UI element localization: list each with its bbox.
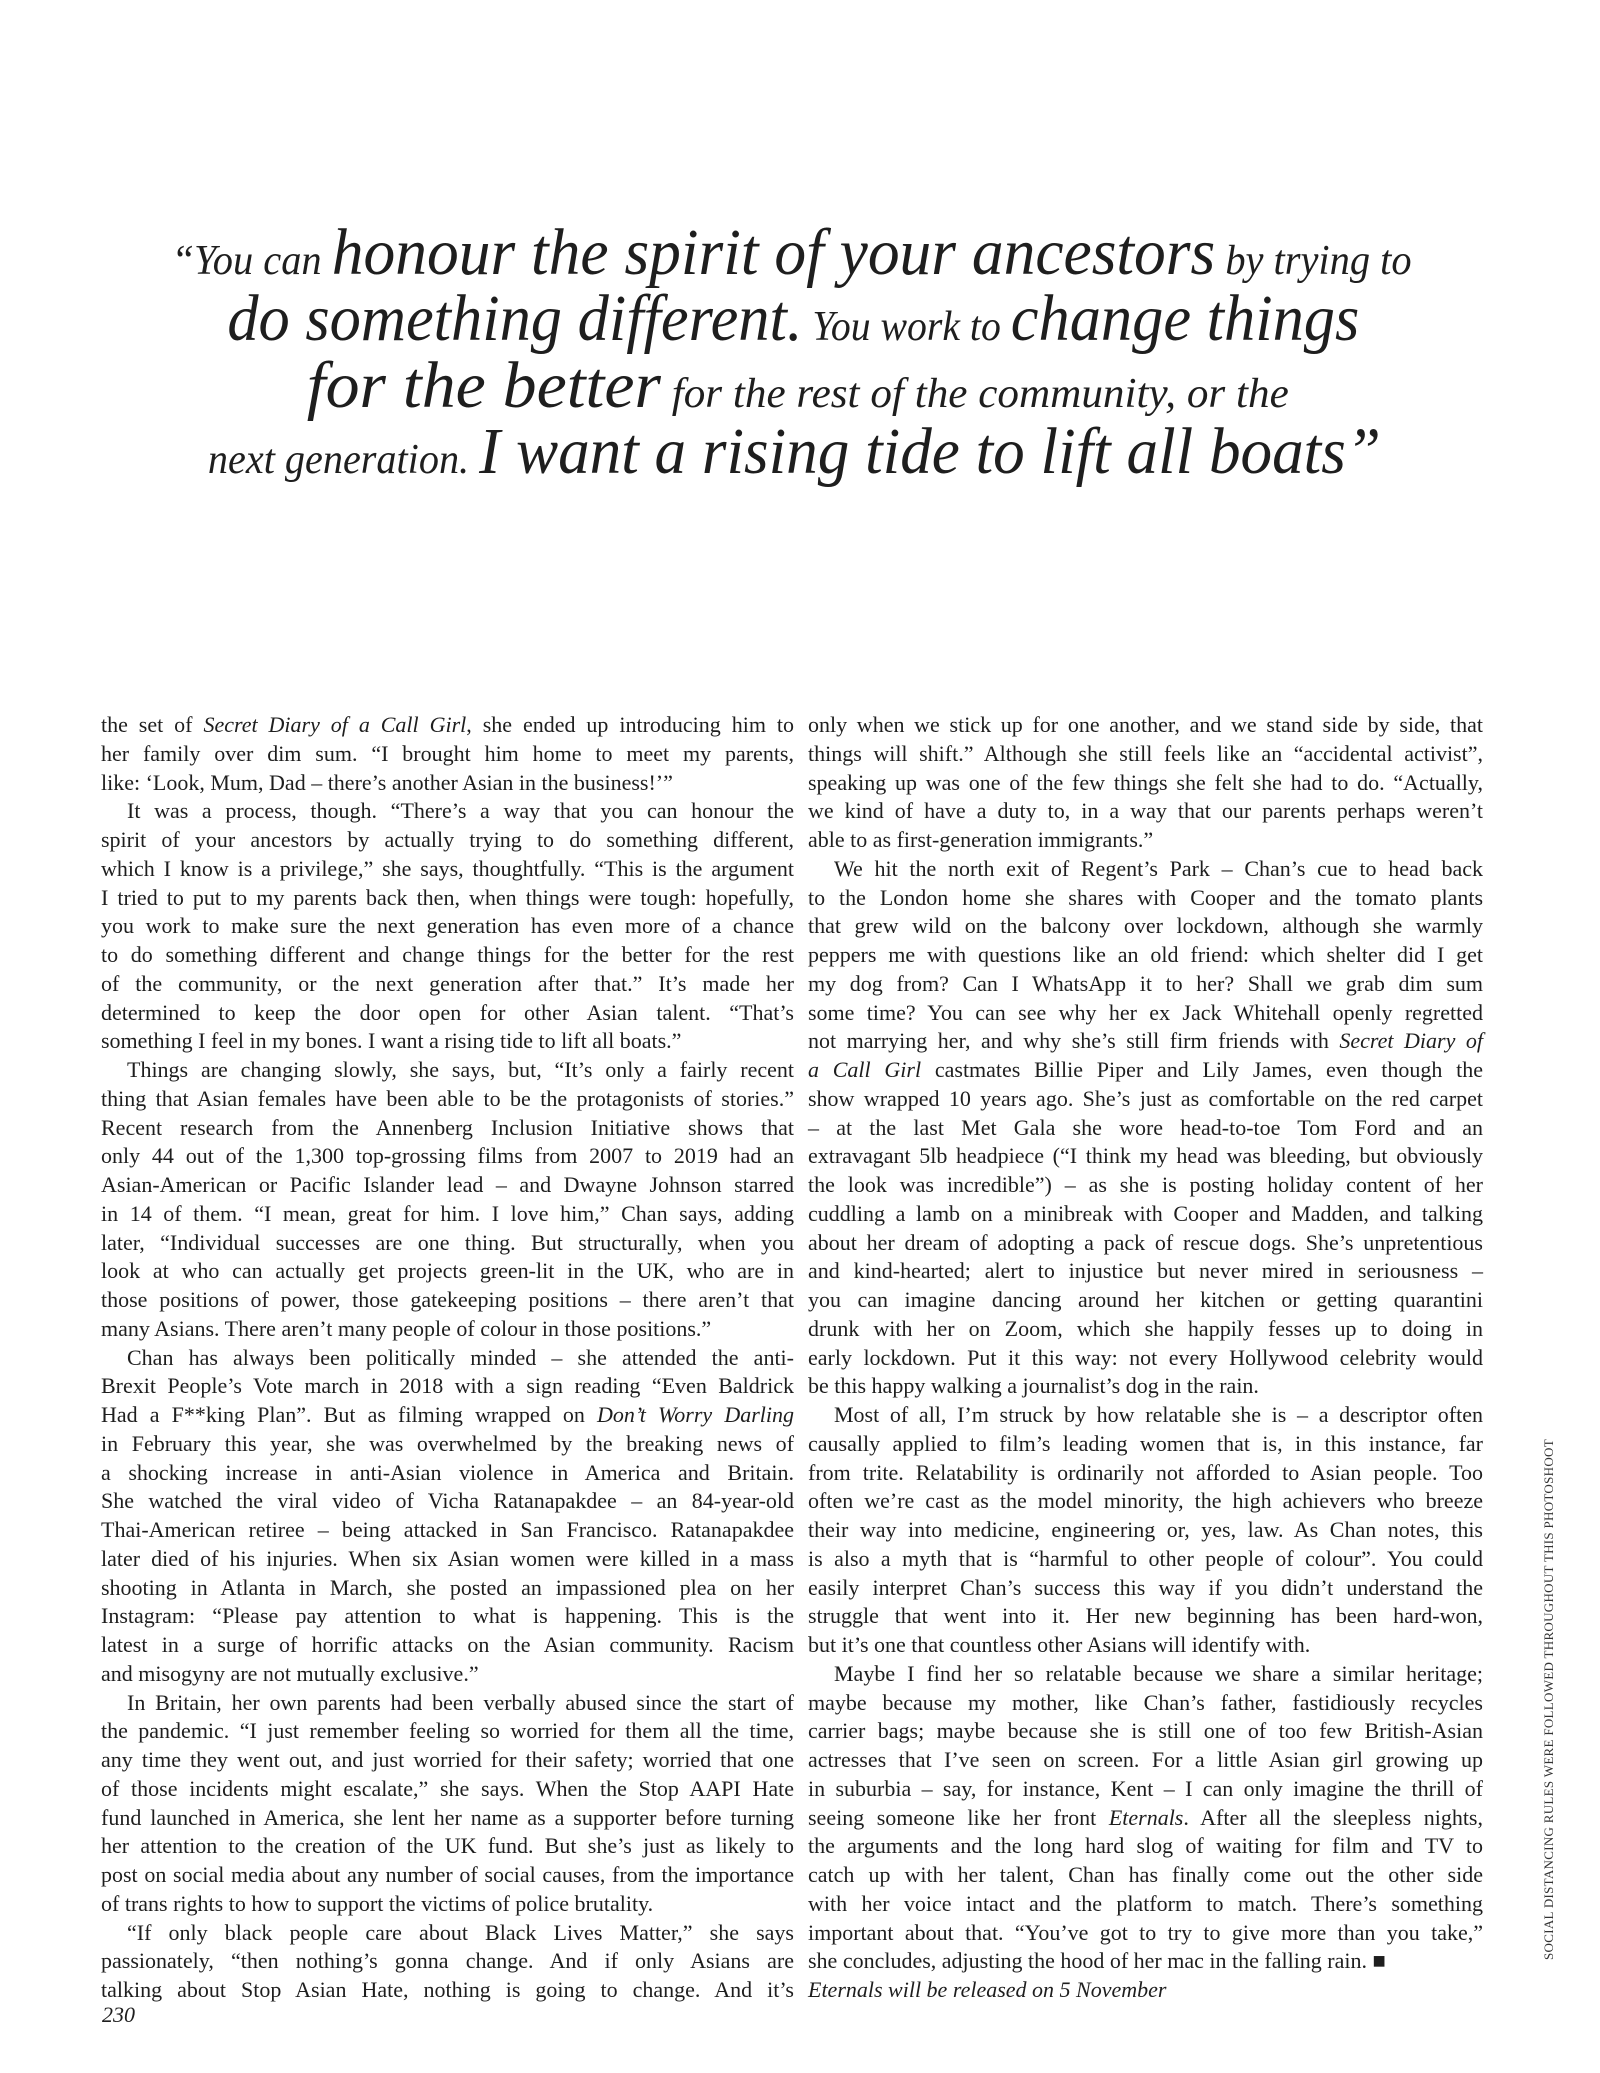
text-line: from trite. Relatability is ordinarily not afforded to Asian people. Too [808,1459,1483,1485]
text-line: that grew wild on the balcony over lockdown, although she warmly [808,913,1483,939]
italic-title: Secret Diary of [1339,1028,1483,1054]
text-line: she concludes, adjusting the hood of her mac in the falling rain. ■ [808,1948,1386,1974]
text-line: important about that. “You’ve got to try to give more than you take,” [808,1919,1483,1945]
text-line [808,1804,1483,1833]
text-line: able to as first-generation immigrants.” [808,827,1154,852]
article-paragraph [808,711,1483,855]
text-line: catch up with her talent, Chan has finally come out the other side [808,1862,1483,1887]
text-line: “If only black people care about Black Lives Matter,” she says [127,1919,794,1945]
text-line [101,1401,794,1430]
photo-credit-note: SOCIAL DISTANCING RULES WERE FOLLOWED THROUGHOUT THIS PHOTOSHOOT [1541,1439,1556,1960]
text-line: in 14 of them. “I mean, great for him. I love him,” Chan says, adding [101,1200,794,1226]
text-line: a shocking increase in anti-Asian violence in America and Britain. [101,1459,794,1485]
pull-quote-line [0,414,1600,488]
text-line: talking about Stop Asian Hate, nothing is going to change. And it’s [101,1977,794,2002]
text-span: not marrying her, and why she’s still firm friends with [808,1028,1340,1054]
text-line: peppers me with questions like an old friend: which shelter did I get [808,942,1483,967]
text-line: Maybe I find her so relatable because we share a similar heritage; [834,1660,1483,1686]
pull-quote-text: You work to [802,304,1011,350]
text-line: only when we stick up for one another, and we stand side by side, that [808,712,1483,737]
page-number: 230 [102,2002,135,2027]
text-line: extravagant 5lb headpiece (“I think my head was bleeding, but obviously [808,1143,1483,1169]
article-paragraph [101,1056,794,1344]
pull-quote-emphasis: do something different. [227,282,803,355]
italic-title: Eternals will be released on 5 November [808,1977,1167,2002]
text-line: in February this year, she was overwhelmed by the breaking news of [101,1430,794,1456]
text-line: only 44 out of the 1,300 top-grossing films from 2007 to 2019 had an [101,1143,794,1169]
pull-quote-line [0,215,1600,289]
article-column-right [808,711,1483,2005]
text-line: cuddling a lamb on a minibreak with Cooper and Madden, and talking [808,1200,1483,1226]
pull-quote-emphasis: change things [1010,282,1359,355]
italic-title: Eternals [1108,1804,1184,1830]
text-line: to the London home she shares with Cooper and the tomato plants [808,884,1483,910]
text-line: She watched the viral video of Vicha Ratanapakdee – an 84-year-old [101,1488,794,1514]
text-line: you work to make sure the next generation has even more of a chance [101,913,794,939]
text-span: seeing someone like her front [808,1804,1109,1830]
text-line: passionately, “then nothing’s gonna change. And if only Asians are [101,1948,794,1974]
text-line: carrier bags; maybe because she is still one of too few British-Asian [808,1718,1483,1744]
article-paragraph [808,1401,1483,1660]
text-line [808,1976,1483,2005]
text-line: which I know is a privilege,” she says, thoughtfully. “This is the argument [101,855,794,881]
text-line: the arguments and the long hard slog of waiting for film and TV to [808,1833,1483,1859]
text-line: I tried to put to my parents back then, when things were tough: hopefully, [101,884,794,910]
text-line: struggle that went into it. Her new beginning has been hard-won, [808,1603,1483,1629]
article-paragraph [808,855,1483,1401]
text-line: of the community, or the next generation after that.” It’s made her [101,970,794,996]
text-span: the set of [101,712,204,737]
text-line: later, “Individual successes are one thing. But structurally, when you [101,1229,794,1255]
text-line: Brexit People’s Vote march in 2018 with a sign reading “Even Baldrick [101,1373,794,1399]
text-line: Instagram: “Please pay attention to what is happening. This is the [101,1603,794,1629]
article-paragraph [101,1689,794,1919]
pull-quote-line [0,348,1600,422]
pull-quote-text: for the rest of the community, or the [661,371,1289,417]
text-line: later died of his injuries. When six Asian women were killed in a mass [101,1545,794,1571]
text-line: any time they went out, and just worried for their safety; worried that one [101,1747,794,1772]
text-line: post on social media about any number of social causes, from the importance [101,1862,794,1887]
text-line: the pandemic. “I just remember feeling so worried for them all the time, [101,1718,794,1744]
text-line: about her dream of adopting a pack of rescue dogs. She’s unpretentious [808,1229,1483,1255]
text-line: those positions of power, those gatekeeping positions – there aren’t that [101,1287,794,1312]
text-line: things will shift.” Although she still feels like an “accidental activist”, [808,740,1483,766]
text-line: in suburbia – say, for instance, Kent – I can only imagine the thrill of [808,1775,1483,1801]
text-line [808,1027,1483,1056]
text-line: their way into medicine, engineering or, yes, law. As Chan notes, this [808,1517,1483,1542]
text-span: castmates Billie Piper and Lily James, even though the [921,1057,1483,1082]
text-line: early lockdown. Put it this way: not every Hollywood celebrity would [808,1344,1483,1370]
article-paragraph [808,1660,1483,1976]
text-span: Had a F**king Plan”. But as filming wrapped on [101,1402,597,1427]
article-paragraph [101,797,794,1056]
text-line: speaking up was one of the few things she felt she had to do. “Actually, [808,769,1483,795]
text-line: her family over dim sum. “I brought him home to meet my parents, [101,740,794,766]
italic-title: Don’t Worry Darling [596,1402,794,1427]
text-line: some time? You can see why her ex Jack Whitehall openly regretted [808,999,1483,1025]
text-line: thing that Asian females have been able to be the protagonists of stories.” [101,1085,794,1111]
text-line: and misogyny are not mutually exclusive.” [101,1660,479,1686]
text-span: . After all the sleepless nights, [1183,1804,1483,1830]
text-line: is also a myth that is “harmful to other people of colour”. You could [808,1545,1483,1571]
text-line: Most of all, I’m struck by how relatable she is – a descriptor often [834,1402,1483,1427]
text-line: the look was incredible”) – as she is posting holiday content of her [808,1172,1483,1197]
text-line: shooting in Atlanta in March, she posted an impassioned plea on her [101,1574,794,1600]
text-line: We hit the north exit of Regent’s Park – Chan’s cue to head back [834,855,1483,881]
text-line: to do something different and change things for the better for the rest [101,942,794,967]
pull-quote-line [0,281,1600,355]
text-line: like: ‘Look, Mum, Dad – there’s another Asian in the business!’” [101,769,673,795]
text-line: be this happy walking a journalist’s dog in the rain. [808,1373,1259,1399]
article-paragraph [101,1344,794,1689]
text-line: fund launched in America, she lent her name as a supporter before turning [101,1804,794,1830]
pull-quote-text: by trying to [1215,238,1412,284]
text-line: causally applied to film’s leading women that is, in this instance, far [808,1430,1483,1456]
article-paragraph [808,1976,1483,2005]
text-line: maybe because my mother, like Chan’s father, fastidiously recycles [808,1689,1483,1715]
text-line: – at the last Met Gala she wore head-to-toe Tom Ford and an [808,1114,1483,1140]
text-line: determined to keep the door open for other Asian talent. “That’s [101,999,794,1025]
pull-quote-text: “You can [172,238,333,284]
pull-quote-emphasis: I want a rising tide to lift all boats” [479,415,1381,488]
text-line: spirit of your ancestors by actually trying to do something different, [101,827,794,852]
pull-quote-emphasis: honour the spirit of your ancestors [332,216,1216,289]
text-line [808,1056,1483,1085]
text-line: It was a process, though. “There’s a way that you can honour the [127,798,794,824]
pull-quote-emphasis: for the better [306,349,662,422]
text-line: actresses that I’ve seen on screen. For a little Asian girl growing up [808,1747,1483,1772]
text-line: of trans rights to how to support the victims of police brutality. [101,1890,654,1916]
text-line: and kind-hearted; alert to injustice but never mired in seriousness – [808,1258,1483,1284]
text-line [101,711,794,740]
text-line: Recent research from the Annenberg Inclusion Initiative shows that [101,1114,794,1140]
text-line: look at who can actually get projects green-lit in the UK, who are in [101,1258,794,1284]
text-line: we kind of have a duty to, in a way that our parents perhaps weren’t [808,798,1483,824]
text-line: but it’s one that countless other Asians will identify with. [808,1632,1311,1657]
text-line: you can imagine dancing around her kitchen or getting quarantini [808,1287,1483,1312]
italic-title: Secret Diary of a Call Girl [203,712,467,737]
article-paragraph [101,711,794,797]
text-line: with her voice intact and the platform to match. There’s something [808,1890,1483,1916]
text-line: many Asians. There aren’t many people of colour in those positions.” [101,1315,712,1341]
text-line: of those incidents might escalate,” she says. When the Stop AAPI Hate [101,1775,794,1801]
article-column-left [101,711,794,2005]
text-line: drunk with her on Zoom, which she happily fesses up to doing in [808,1315,1483,1341]
italic-title: a Call Girl [808,1057,922,1082]
text-line: Chan has always been politically minded – she attended the anti- [127,1344,794,1370]
article-paragraph [101,1919,794,2005]
text-line: In Britain, her own parents had been verbally abused since the start of [127,1689,794,1715]
text-line: latest in a surge of horrific attacks on the Asian community. Racism [101,1632,794,1657]
text-line: show wrapped 10 years ago. She’s just as comfortable on the red carpet [808,1085,1483,1111]
text-line: easily interpret Chan’s success this way if you didn’t understand the [808,1574,1483,1600]
text-line: Thai-American retiree – being attacked in San Francisco. Ratanapakdee [101,1517,794,1542]
text-line: often we’re cast as the model minority, the high achievers who breeze [808,1488,1483,1514]
text-line: my dog from? Can I WhatsApp it to her? Shall we grab dim sum [808,970,1483,996]
text-line: her attention to the creation of the UK fund. But she’s just as likely to [101,1833,794,1859]
text-line: something I feel in my bones. I want a rising tide to lift all boats.” [101,1028,682,1054]
text-span: , she ended up introducing him to [466,712,794,737]
text-line: Things are changing slowly, she says, but, “It’s only a fairly recent [127,1057,794,1082]
text-line: Asian-American or Pacific Islander lead – and Dwayne Johnson starred [101,1172,794,1197]
pull-quote-text: next generation. [207,437,480,483]
